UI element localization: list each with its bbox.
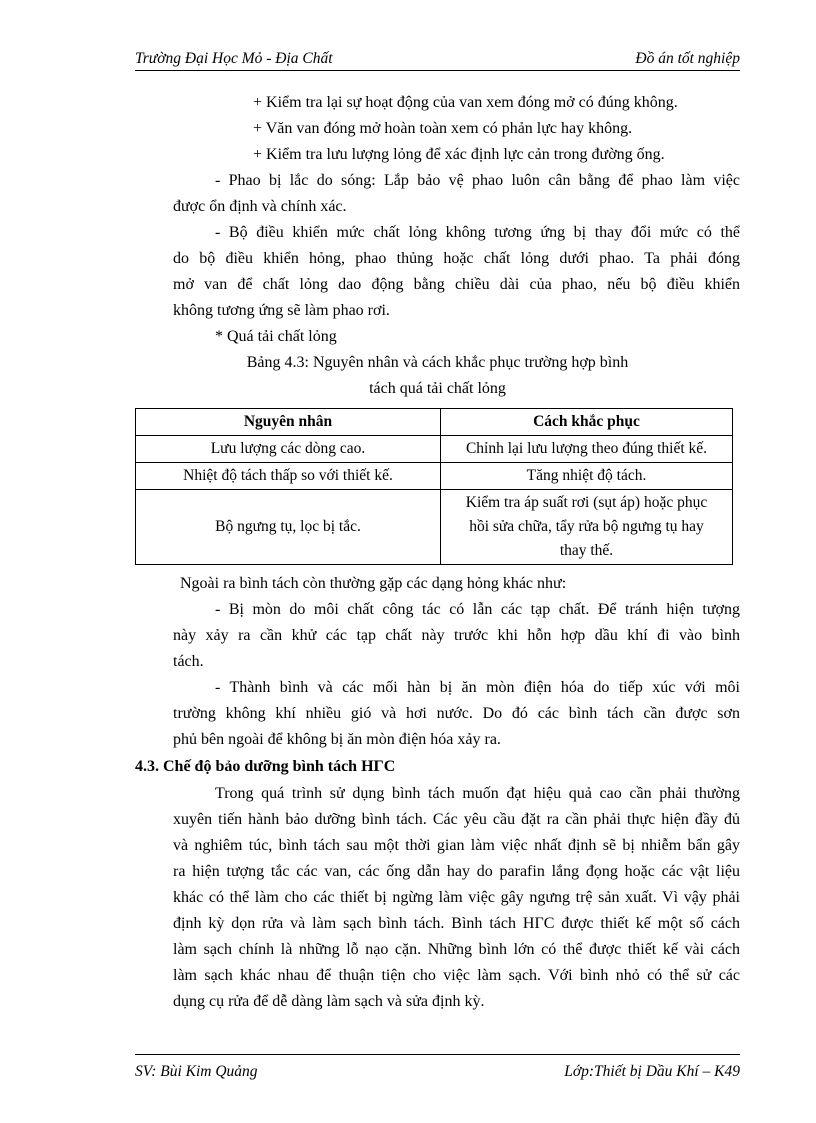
paragraph-line: định kỳ dọn rửa và làm sạch bình tách. Bình tách HΓC được thiết kế một số cách [173,915,740,932]
paragraph-line: xuyên tiến hành bảo dưỡng bình tách. Các yêu cầu đặt ra cần phải thực hiện đầy đủ [173,811,740,828]
table-cell-fix-line: Kiểm tra áp suất rơi (sụt áp) hoặc phục [465,494,708,511]
check-item: + Văn van đóng mở hoàn toàn xem có phản lực hay không. [253,120,633,137]
paragraph-line: tách. [173,653,204,670]
paragraph-line: do bộ điều khiển hỏng, phao thủng hoặc chất lỏng dưới phao. Ta phải đóng [173,250,740,267]
paragraph-line: - Bộ điều khiển mức chất lỏng không tương ứng bị thay đổi mức có thể [215,224,740,241]
paragraph-line: - Bị mòn do môi chất công tác có lẫn các tạp chất. Để tránh hiện tượng [215,601,740,618]
table-cell-fix: Tăng nhiệt độ tách. [441,463,733,490]
table-row [136,490,733,565]
paragraph-line: ra hiện tượng tắc các van, các ống dẫn hay do parafin lắng đọng hoặc các vật liệu [173,863,740,880]
paragraph-line: Trong quá trình sử dụng bình tách muốn đạt hiệu quả cao cần phải thường [215,785,740,802]
cause-fix-table [135,408,733,565]
paragraph-line: - Thành bình và các mối hàn bị ăn mòn điện hóa do tiếp xúc với môi [215,679,740,696]
paragraph-line: làm sạch chính là những lỗ nạo cặn. Những bình lớn có thể được thiết kế vài cách [173,941,740,958]
table-cell-fix-line: thay thế. [559,542,614,559]
footer-student: SV: Bùi Kim Quảng [135,1063,258,1080]
page-footer [135,1054,740,1081]
overload-label: * Quá tải chất lỏng [215,328,337,345]
table-header-row [136,409,733,436]
page-header [135,48,740,71]
header-doc-type: Đồ án tốt nghiệp [635,50,740,67]
paragraph-line: trường không khí nhiều gió và hơi nước. Do đó các bình tách cần được sơn [173,705,740,722]
check-item: + Kiểm tra lưu lượng lỏng để xác định lực cản trong đường ống. [253,146,665,163]
other-intro: Ngoài ra bình tách còn thường gặp các dạng hỏng khác như: [180,575,567,592]
table-caption: tách quá tải chất lỏng [369,380,506,397]
table-cell-cause: Nhiệt độ tách thấp so với thiết kế. [136,463,441,490]
table-row [136,463,733,490]
header-school: Trường Đại Học Mỏ - Địa Chất [135,50,333,67]
table-cell-cause: Lưu lượng các dòng cao. [136,436,441,463]
paragraph-line: mở van để chất lỏng dao động bằng chiều dài của phao, nếu bộ điều khiển [173,276,740,293]
table-caption: Bảng 4.3: Nguyên nhân và cách khắc phục trường hợp bình [246,354,629,371]
table-row [136,436,733,463]
table-cell-cause: Bộ ngưng tụ, lọc bị tắc. [136,490,441,565]
paragraph-line: và nghiêm túc, bình tách sau một thời gian làm việc nhất định sẽ bị nhiễm bẩn gây [173,837,740,854]
check-item: + Kiểm tra lại sự hoạt động của van xem đóng mở có đúng không. [253,94,678,111]
paragraph-line: dụng cụ rửa để dễ dàng làm sạch và sửa định kỳ. [173,993,485,1010]
paragraph-line: không tương ứng sẽ làm phao rơi. [173,302,390,319]
paragraph-line: này xảy ra cần khử các tạp chất này trước khi hỗn hợp dầu khí đi vào bình [173,627,740,644]
paragraph-line: phủ bên ngoài để không bị ăn mòn điện hóa xảy ra. [173,731,501,748]
paragraph-line: - Phao bị lắc do sóng: Lắp bảo vệ phao luôn cân bằng để phao làm việc [215,172,740,189]
table-cell-fix [441,490,733,565]
table-cell-fix-line: hồi sửa chữa, tẩy rửa bộ ngưng tụ hay [469,518,704,535]
paragraph-line: làm sạch khác nhau để thuận tiện cho việc làm sạch. Với bình nhỏ có thể sử các [173,967,740,984]
paragraph-line: khác có thể làm cho các thiết bị ngừng làm việc gây ngưng trệ sản xuất. Vì vậy phải [173,889,740,906]
page-body [135,90,740,1015]
section-heading: 4.3. Chế độ bảo dưỡng bình tách HΓC [135,758,396,775]
table-cell-fix: Chỉnh lại lưu lượng theo đúng thiết kế. [441,436,733,463]
paragraph-line: được ổn định và chính xác. [173,198,347,215]
table-header-cause: Nguyên nhân [136,409,441,436]
footer-class: Lớp:Thiết bị Dầu Khí – K49 [564,1063,740,1080]
table-header-fix: Cách khắc phục [441,409,733,436]
